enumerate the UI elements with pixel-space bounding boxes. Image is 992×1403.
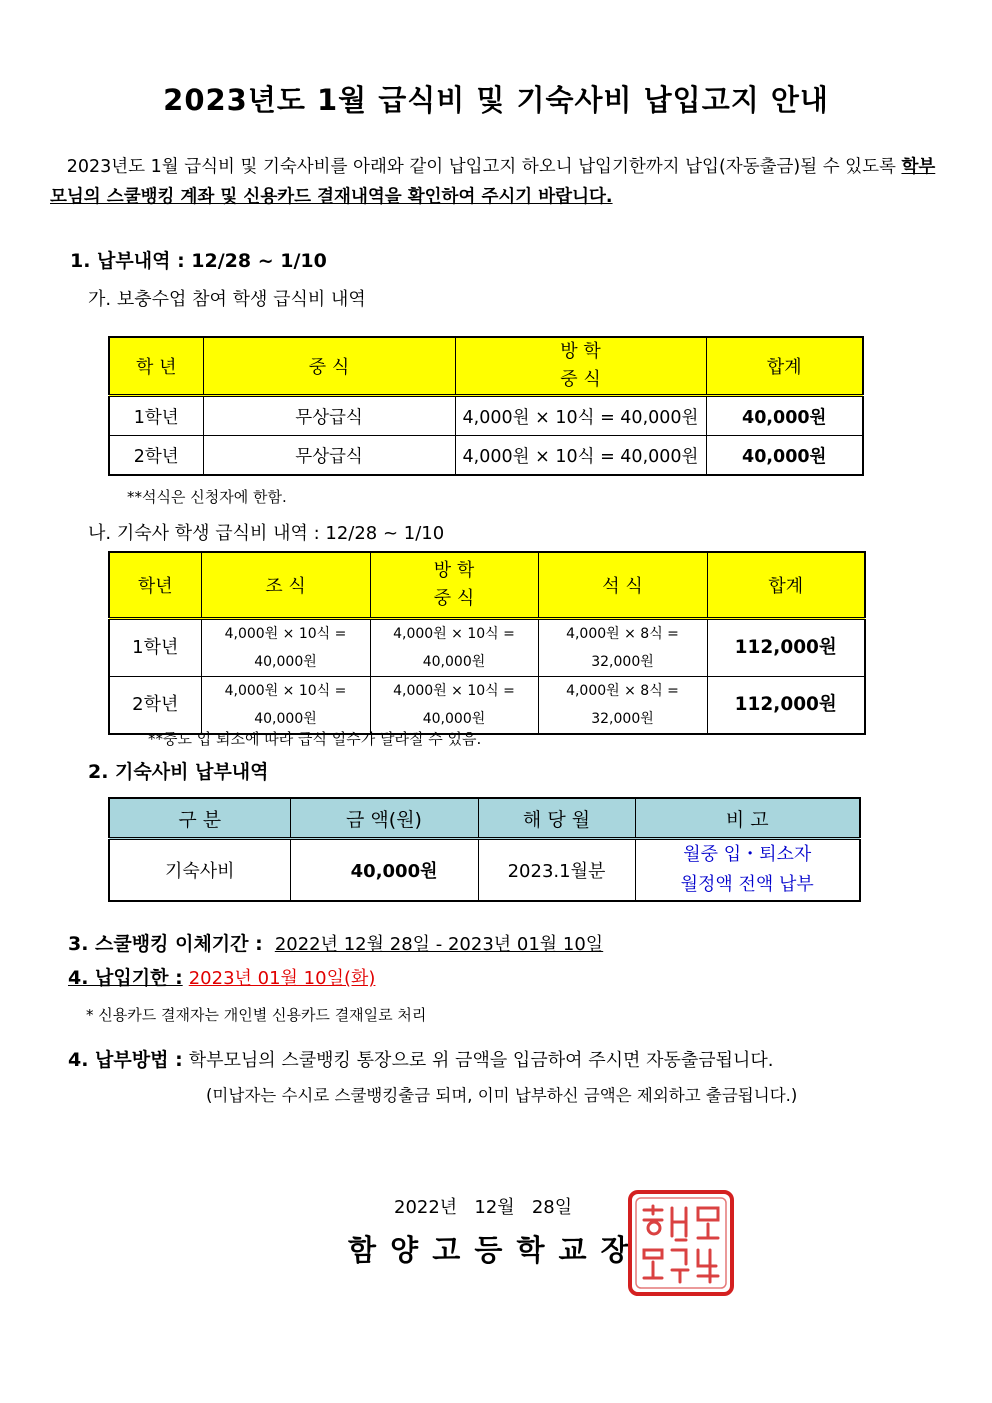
cell-total: 112,000원 [707,677,865,735]
remark-line-1: 월중 입・퇴소자 [683,844,812,865]
table-lunch-supplementary [108,336,864,476]
cell-total: 112,000원 [707,619,865,677]
cell-vacation: 4,000원 × 10식 = 40,000원 [455,396,706,436]
issue-date: 2022년 12월 28일 [394,1197,573,1218]
section4 [68,963,375,990]
cell-grade: 1학년 [109,396,203,436]
cell-breakfast-sum: 40,000원 [254,711,317,727]
cell-grade: 1학년 [109,619,201,677]
intro-text: 2023년도 1월 급식비 및 기숙사비를 아래와 같이 납입고지 하오니 납입기한까지 납입(자동출금)될 수 있도록 [66,157,902,177]
header-vacation-lunch [455,337,706,396]
signer-name: 함 양 고 등 학 교 장 [348,1233,631,1267]
table-row [109,619,865,677]
cell-breakfast-sum: 40,000원 [254,654,317,670]
section1-sub-b: 나. 기숙사 학생 급식비 내역 : 12/28 ~ 1/10 [88,523,445,544]
cell-lunch-sum: 40,000원 [422,654,486,670]
cell-lunch-sum: 40,000원 [422,711,486,727]
school-seal-icon [626,1188,736,1298]
cell-lunch [370,619,538,677]
header-remark: 비 고 [635,798,860,839]
intro-paragraph [50,152,950,212]
cell-dinner-calc: 4,000원 × 8식 = [566,626,679,642]
cell-breakfast [201,619,370,677]
table-dorm-meals [108,551,866,735]
remark-line-2: 월정액 전액 납부 [680,874,814,895]
section1-sub-a: 가. 보충수업 참여 학생 급식비 내역 [88,289,366,310]
card-note: * 신용카드 결재자는 개인별 신용카드 결재일로 처리 [86,1006,427,1024]
cell-dinner-calc: 4,000원 × 8식 = [566,683,679,699]
header-grade: 학년 [109,552,201,619]
cell-grade: 2학년 [109,436,203,476]
header-lunch: 중 식 [433,588,475,609]
cell-dinner-sum: 32,000원 [591,654,654,670]
header-lunch: 중 식 [203,337,455,396]
cell-breakfast [201,677,370,735]
payment-method-value: 학부모님의 스쿨뱅킹 통장으로 위 금액을 입금하여 주시면 자동출금됩니다. [188,1050,774,1071]
cell-dinner [538,677,707,735]
cell-item: 기숙사비 [109,839,290,902]
header-vacation: 방 학 [433,560,475,581]
header-breakfast: 조 식 [201,552,370,619]
cell-grade: 2학년 [109,677,201,735]
payment-method-label: 4. 납부방법 : [68,1049,183,1071]
header-category: 구 분 [109,798,290,839]
table-dorm-fee [108,797,861,902]
cell-total: 40,000원 [706,436,863,476]
cell-amount: 40,000원 [290,839,478,902]
note-days: **중도 입 퇴소에 따라 급식 일수가 달라질 수 있음. [148,730,482,748]
cell-lunch-calc: 4,000원 × 10식 = [393,626,515,642]
header-vacation: 방 학 [560,341,601,362]
section3 [68,929,603,956]
section2-heading: 2. 기숙사비 납부내역 [88,761,269,783]
cell-lunch [370,677,538,735]
cell-dinner [538,619,707,677]
cell-lunch-calc: 4,000원 × 10식 = [393,683,515,699]
page-title: 2023년도 1월 급식비 및 기숙사비 납입고지 안내 [163,83,829,117]
section5 [68,1045,774,1072]
cell-lunch: 무상급식 [203,436,455,476]
header-total: 합계 [706,337,863,396]
header-total: 합계 [707,552,865,619]
transfer-period-label: 3. 스쿨뱅킹 이체기간 : [68,933,263,955]
header-lunch-2: 중 식 [560,369,601,390]
header-amount: 금 액(원) [290,798,478,839]
deadline-value: 2023년 01월 10일(화) [188,968,376,989]
table-row [109,436,863,476]
cell-dinner-sum: 32,000원 [591,711,654,727]
note-dinner: **석식은 신청자에 한함. [127,488,287,506]
header-grade: 학 년 [109,337,203,396]
table-row [109,839,860,902]
table-row [109,396,863,436]
deadline-label: 4. 납입기한 : [68,967,183,989]
cell-remark [635,839,860,902]
header-month: 해 당 월 [478,798,635,839]
cell-total: 40,000원 [706,396,863,436]
section1-heading: 1. 납부내역 : 12/28 ~ 1/10 [70,250,327,272]
payment-method-note: (미납자는 수시로 스쿨뱅킹출금 되며, 이미 납부하신 금액은 제외하고 출금됩니다.) [206,1086,798,1105]
table-row [109,677,865,735]
cell-breakfast-calc: 4,000원 × 10식 = [224,626,347,642]
header-vacation-lunch [370,552,538,619]
transfer-period-value: 2022년 12월 28일 - 2023년 01월 10일 [274,934,604,955]
cell-breakfast-calc: 4,000원 × 10식 = [224,683,347,699]
intro-emphasis: 학부모님의 스쿨뱅킹 계좌 및 신용카드 결재내역을 확인하여 주시기 바랍니다. [50,157,936,207]
cell-lunch: 무상급식 [203,396,455,436]
cell-vacation: 4,000원 × 10식 = 40,000원 [455,436,706,476]
cell-month: 2023.1월분 [478,839,635,902]
header-dinner: 석 식 [538,552,707,619]
